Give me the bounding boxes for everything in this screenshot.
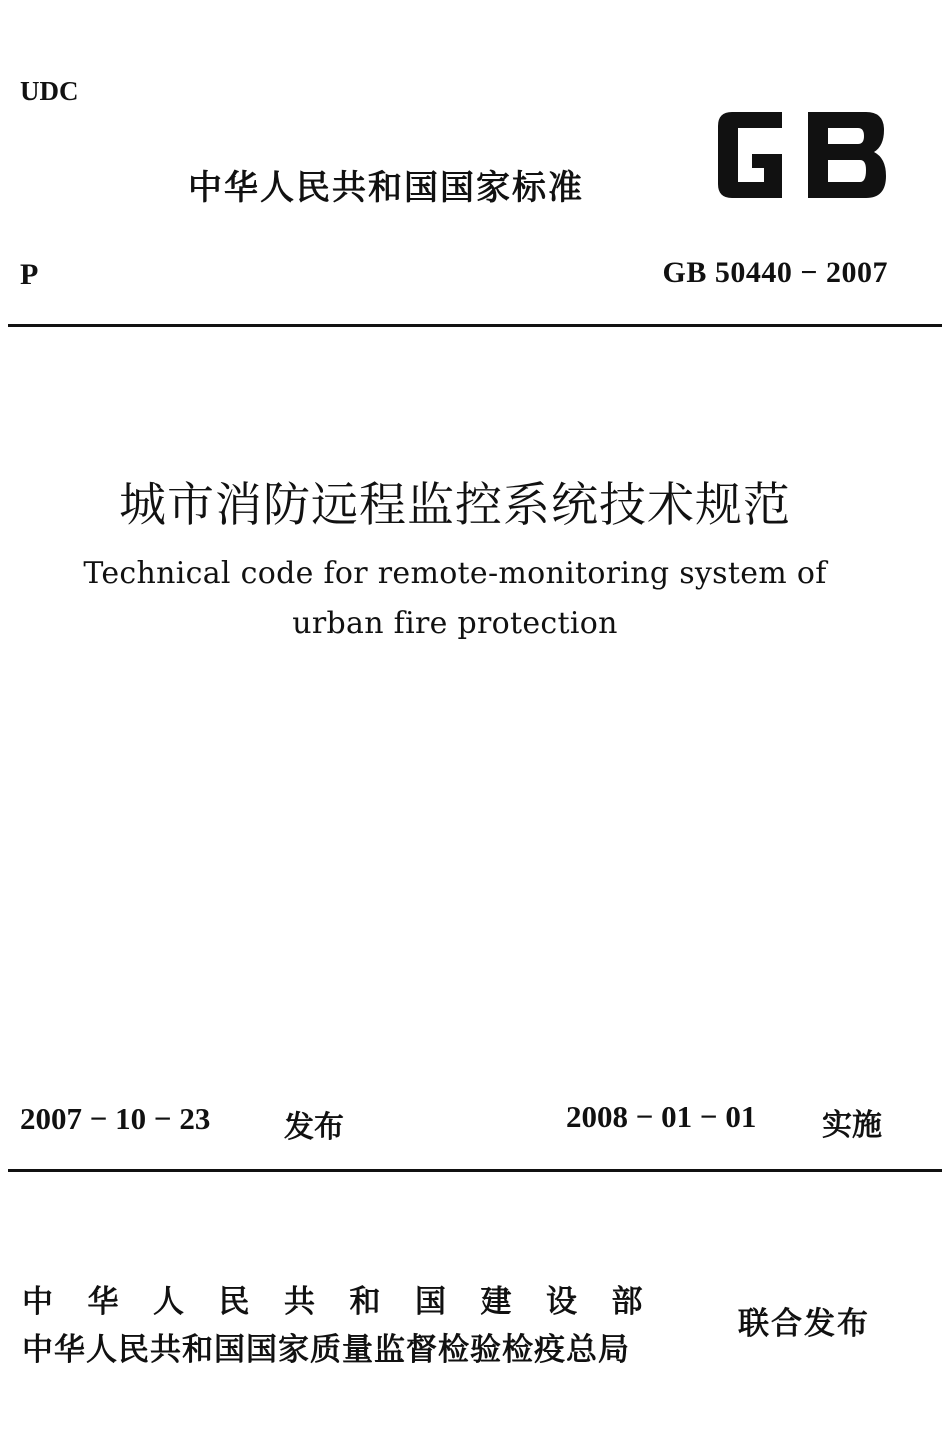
issuer-aqsiq: 中华人民共和国国家质量监督检验检疫总局 <box>22 1332 630 1368</box>
standard-name: 中华人民共和国国家标准 <box>188 168 584 208</box>
classification-code: P <box>20 258 39 291</box>
gb-logo-b <box>808 112 886 198</box>
udc-label: UDC <box>20 76 79 106</box>
standard-number: GB 50440 − 2007 <box>662 256 888 289</box>
title-english-line1: Technical code for remote-monitoring system of <box>83 556 827 591</box>
gb-logo-g <box>718 112 782 198</box>
issue-label: 发布 <box>284 1110 344 1145</box>
implementation-date: 2008 − 01 − 01 <box>566 1099 757 1134</box>
title-chinese: 城市消防远程监控系统技术规范 <box>119 478 791 533</box>
issue-date: 2007 − 10 − 23 <box>20 1101 211 1136</box>
top-divider <box>8 324 942 327</box>
issuer-ministry: 中华人民共和国建设部 <box>22 1284 677 1320</box>
joint-issue-label: 联合发布 <box>738 1306 870 1342</box>
title-english-line2: urban fire protection <box>292 606 618 641</box>
bottom-divider <box>8 1169 942 1172</box>
gb-logo <box>712 104 892 206</box>
implementation-label: 实施 <box>822 1108 882 1143</box>
